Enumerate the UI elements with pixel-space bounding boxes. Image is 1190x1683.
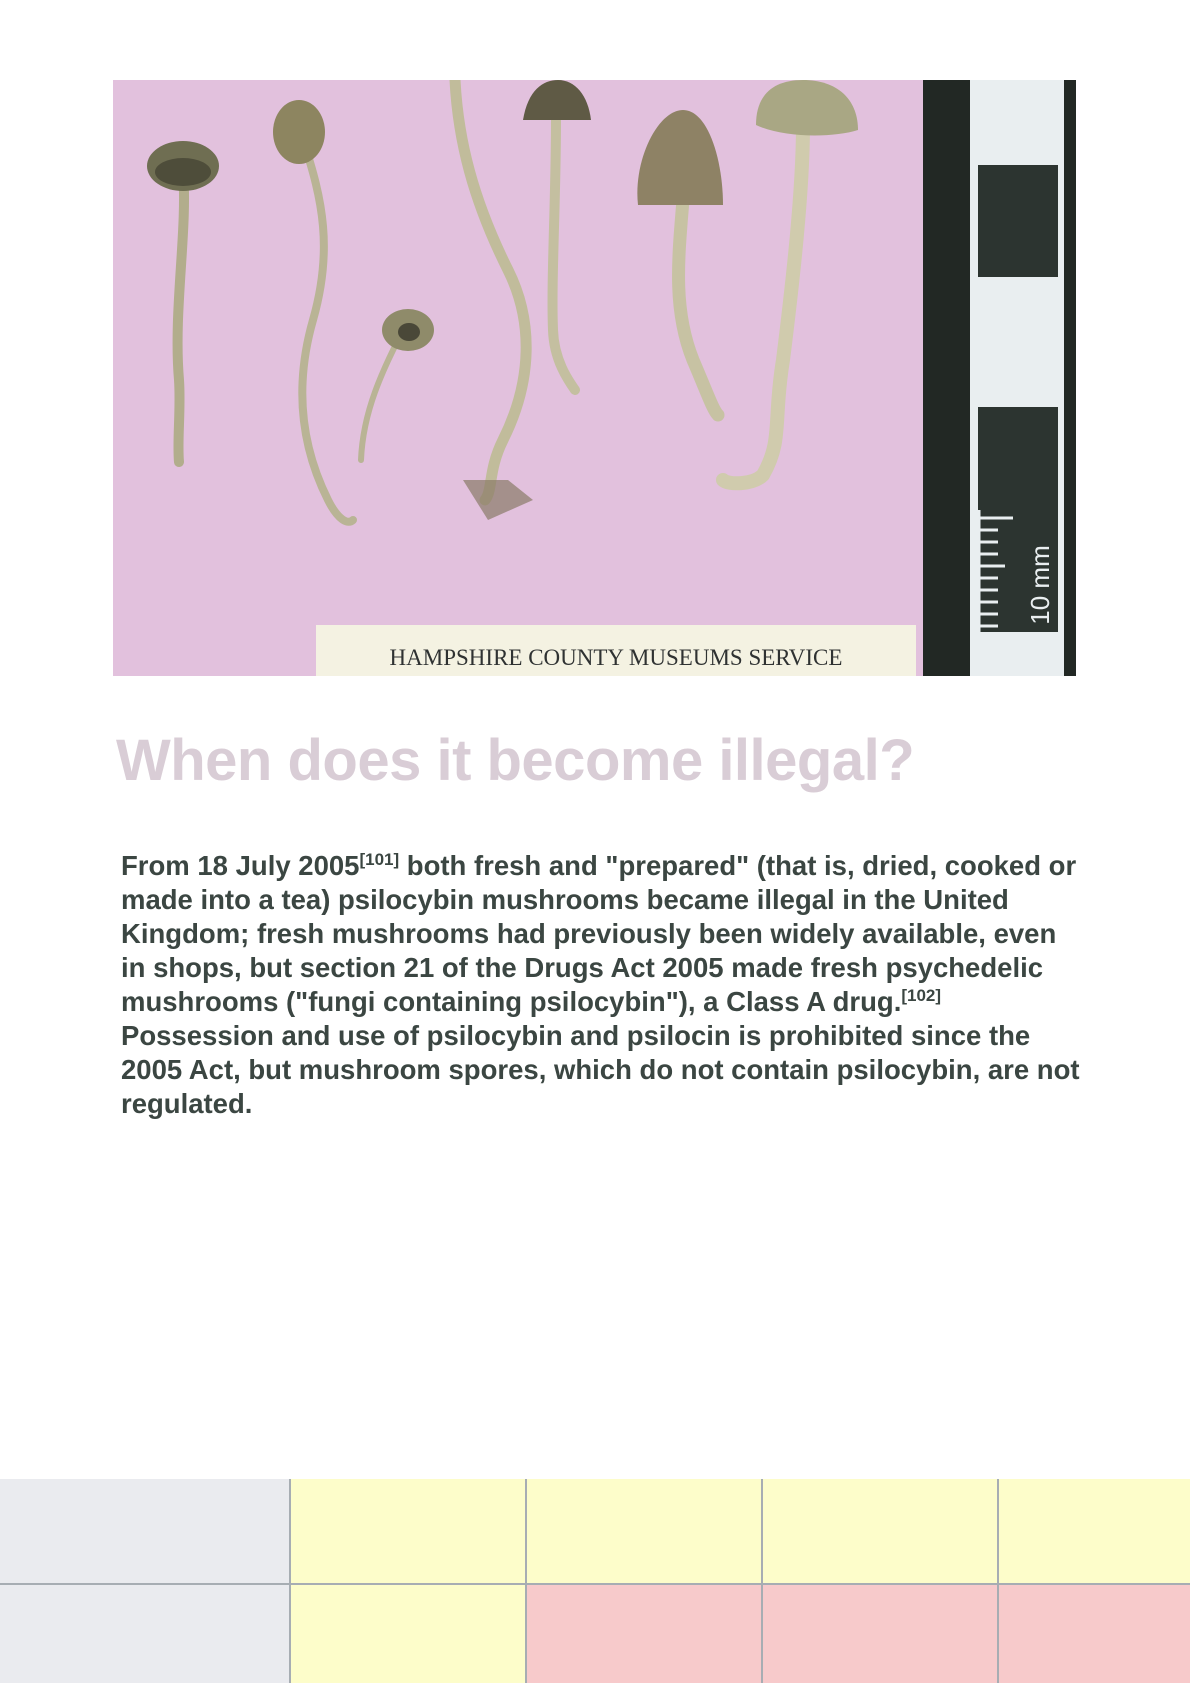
paragraph-part-1: From 18 July 2005 [121,850,360,881]
grid-cell-r1c3 [526,1479,762,1583]
reference-102[interactable]: [102] [901,986,942,1005]
mushroom-specimen-photo [113,80,1076,676]
grid-cell-r1c5 [998,1479,1190,1583]
grid-cell-r2c4 [762,1585,998,1683]
grid-cell-r2c3 [526,1585,762,1683]
grid-cell-r1c4 [762,1479,998,1583]
grid-divider-4 [997,1479,999,1683]
body-paragraph [121,849,1081,1121]
caption-label: HAMPSHIRE COUNTY MUSEUMS SERVICE [389,645,843,670]
grid-cell-r2c2 [290,1585,526,1683]
grid-divider-1 [289,1479,291,1683]
grid-divider-horizontal [0,1583,1190,1585]
paragraph-part-3: Possession and use of psilocybin and psilocin is prohibited since the 2005 Act, but mushroom spores, which do not contain psilocybin, are not regulated. [121,1020,1080,1119]
color-grid [0,1479,1190,1683]
grid-cell-r1c2 [290,1479,526,1583]
grid-cell-r1c1 [0,1479,290,1583]
page-heading: When does it become illegal? [116,728,915,793]
reference-101[interactable]: [101] [359,850,400,869]
grid-cell-r2c1 [0,1585,290,1683]
grid-divider-3 [761,1479,763,1683]
grid-divider-2 [525,1479,527,1683]
paragraph-part-2: both fresh and "prepared" (that is, dried, cooked or made into a tea) psilocybin mushrooms became illegal in the United Kingdom; fresh mushrooms had previously been widely available, even in shops, but section 21 of the Drugs Act 2005 made fresh psychedelic mushrooms ("fungi containing psilocybin"), a Class A drug. [121,850,1077,1017]
grid-cell-r2c5 [998,1585,1190,1683]
ruler-label: 10 mm [1025,545,1055,625]
